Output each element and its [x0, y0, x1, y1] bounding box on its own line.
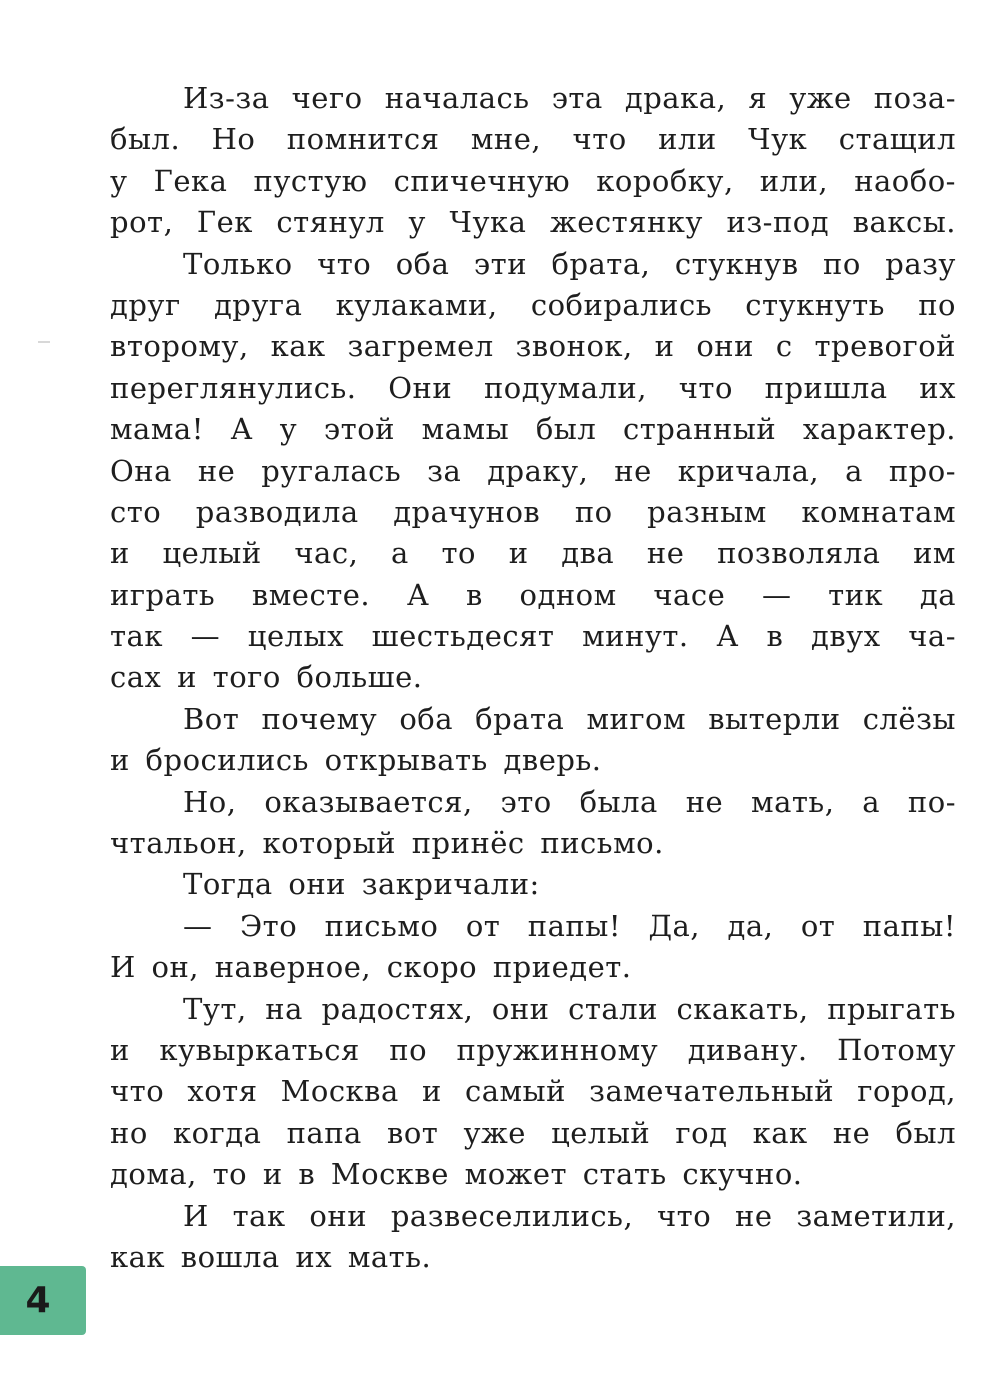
text-line: второму, как загремел звонок, и они с тревогой — [110, 329, 956, 364]
text-line: И он, наверное, скоро приедет. — [110, 950, 632, 985]
text-line: и бросились открывать дверь. — [110, 743, 602, 778]
text-line: дома, то и в Москве может стать скучно. — [110, 1157, 803, 1192]
text-line: и кувыркаться по пружинному дивану. Потому — [110, 1032, 956, 1067]
text-line: — Это письмо от папы! Да, да, от папы! — [183, 908, 956, 943]
text-line: И так они развеселились, что не заметили, — [183, 1198, 956, 1233]
text-line: что хотя Москва и самый замечательный город, — [110, 1074, 956, 1109]
page-number: 4 — [25, 1280, 51, 1321]
text-line: чтальон, который принёс письмо. — [110, 826, 664, 861]
page-text — [110, 78, 956, 1278]
page-number-badge — [0, 1266, 86, 1335]
text-line: Вот почему оба брата мигом вытерли слёзы — [183, 701, 956, 736]
text-line: друг друга кулаками, собирались стукнуть по — [110, 287, 956, 322]
text-line: у Гека пустую спичечную коробку, или, наобо- — [110, 163, 956, 198]
text-line: сах и того больше. — [110, 660, 423, 695]
text-line: так — целых шестьдесят минут. А в двух ча- — [110, 619, 956, 654]
text-line: Тогда они закричали: — [183, 867, 540, 902]
text-line: переглянулись. Они подумали, что пришла их — [110, 370, 956, 405]
margin-mark — [38, 341, 50, 343]
text-line: Только что оба эти брата, стукнув по разу — [183, 246, 956, 281]
text-line: рот, Гек стянул у Чука жестянку из-под ваксы. — [110, 205, 956, 240]
text-line: играть вместе. А в одном часе — тик да — [110, 577, 956, 612]
text-line: сто разводила драчунов по разным комнатам — [110, 494, 956, 529]
text-line: Тут, на радостях, они стали скакать, прыгать — [183, 991, 956, 1026]
text-line: и целый час, а то и два не позволяла им — [110, 536, 956, 571]
text-line: был. Но помнится мне, что или Чук стащил — [110, 122, 956, 157]
text-line: Она не ругалась за драку, не кричала, а про- — [110, 453, 956, 488]
text-line: как вошла их мать. — [110, 1239, 432, 1274]
text-line: Но, оказывается, это была не мать, а по- — [183, 784, 956, 819]
text-line: мама! А у этой мамы был странный характер. — [110, 412, 956, 447]
text-line: но когда папа вот уже целый год как не был — [110, 1115, 956, 1150]
text-line: Из-за чего началась эта драка, я уже поза- — [183, 81, 956, 115]
